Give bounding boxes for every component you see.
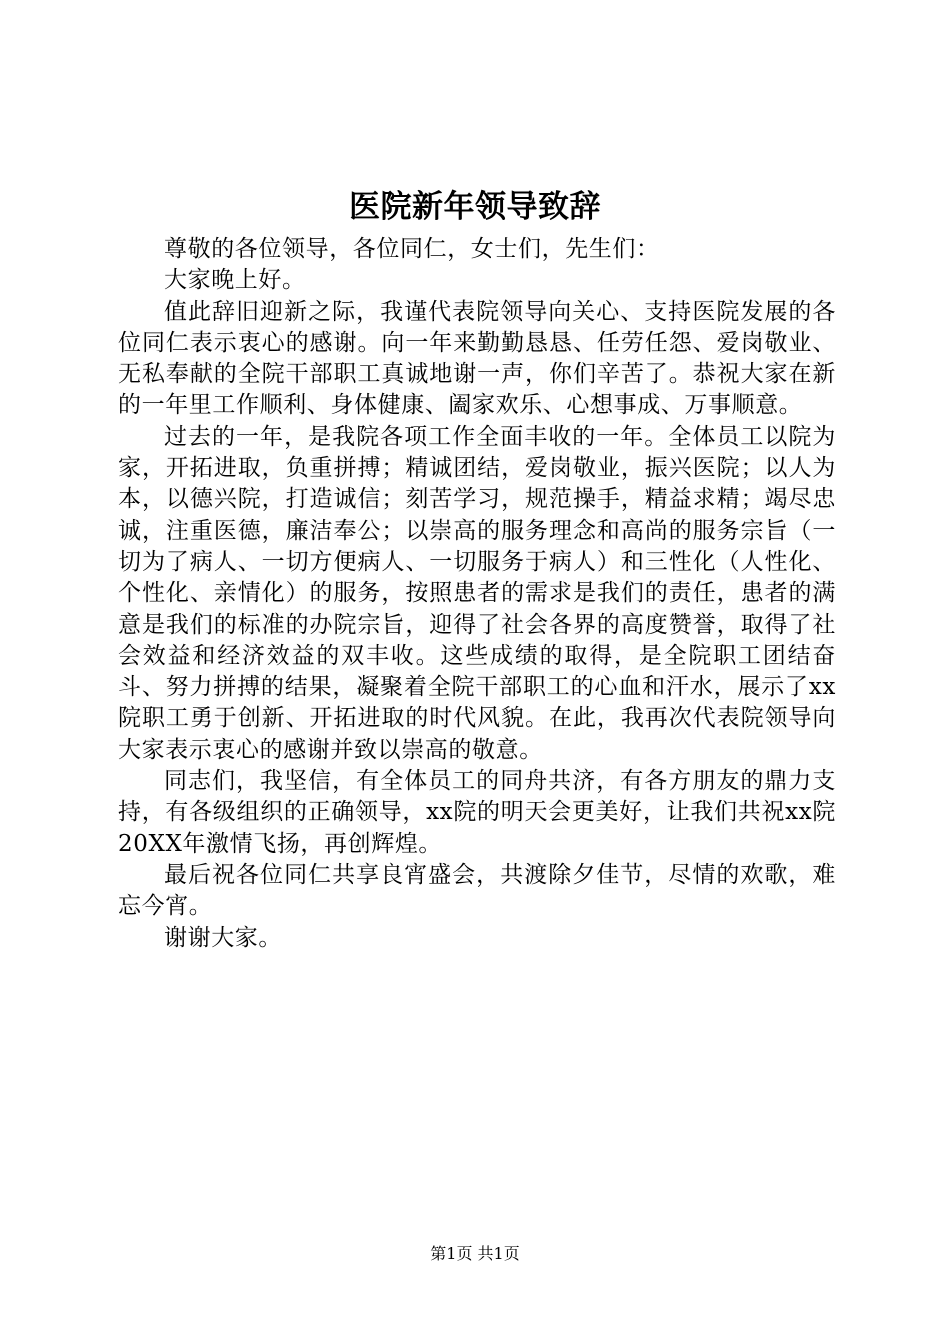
outlook-paragraph: 同志们，我坚信，有全体员工的同舟共济，有各方朋友的鼎力支持，有各级组织的正确领导，xx院的明天会更美好，让我们共祝xx院20XX年激情飞扬，再创辉煌。 <box>118 768 836 857</box>
salutation-paragraph: 尊敬的各位领导，各位同仁，女士们，先生们： <box>164 236 660 262</box>
closing-paragraph: 谢谢大家。 <box>164 924 282 951</box>
review-paragraph: 过去的一年，是我院各项工作全面丰收的一年。全体员工以院为家，开拓进取，负重拼搏；精诚团结，爱岗敬业，振兴医院；以人为本，以德兴院，打造诚信；刻苦学习，规范操手，精益求精；竭尽忠诚，注重医德，廉洁奉公；以崇高的服务理念和高尚的服务宗旨（一切为了病人、一切方便病人、一切服务于病人）和三性化（人性化、个性化、亲情化）的服务，按照患者的需求是我们的责任，患者的满意是我们的标准的办院宗旨，迎得了社会各界的高度赞誉，取得了社会效益和经济效益的双丰收。这些成绩的取得，是全院职工团结奋斗、努力拼搏的结果，凝聚着全院干部职工的心血和汗水，展示了xx院职工勇于创新、开拓进取的时代风貌。在此，我再次代表院领导向大家表示衷心的感谢并致以崇高的敬意。 <box>118 423 836 763</box>
document-title: 医院新年领导致辞 <box>349 189 601 225</box>
greeting-paragraph: 大家晚上好。 <box>164 267 306 294</box>
page-number-footer: 第1页 共1页 <box>430 1244 520 1263</box>
wishes-paragraph: 最后祝各位同仁共享良宵盛会，共渡除夕佳节，尽情的欢歌，难忘今宵。 <box>118 861 836 920</box>
document-body <box>118 234 836 954</box>
thanks-paragraph: 值此辞旧迎新之际，我谨代表院领导向关心、支持医院发展的各位同仁表示衷心的感谢。向一年来勤勤恳恳、任劳任怨、爱岗敬业、无私奉献的全院干部职工真诚地谢一声，你们辛苦了。恭祝大家在新的一年里工作顺利、身体健康、阖家欢乐、心想事成、万事顺意。 <box>118 298 836 419</box>
